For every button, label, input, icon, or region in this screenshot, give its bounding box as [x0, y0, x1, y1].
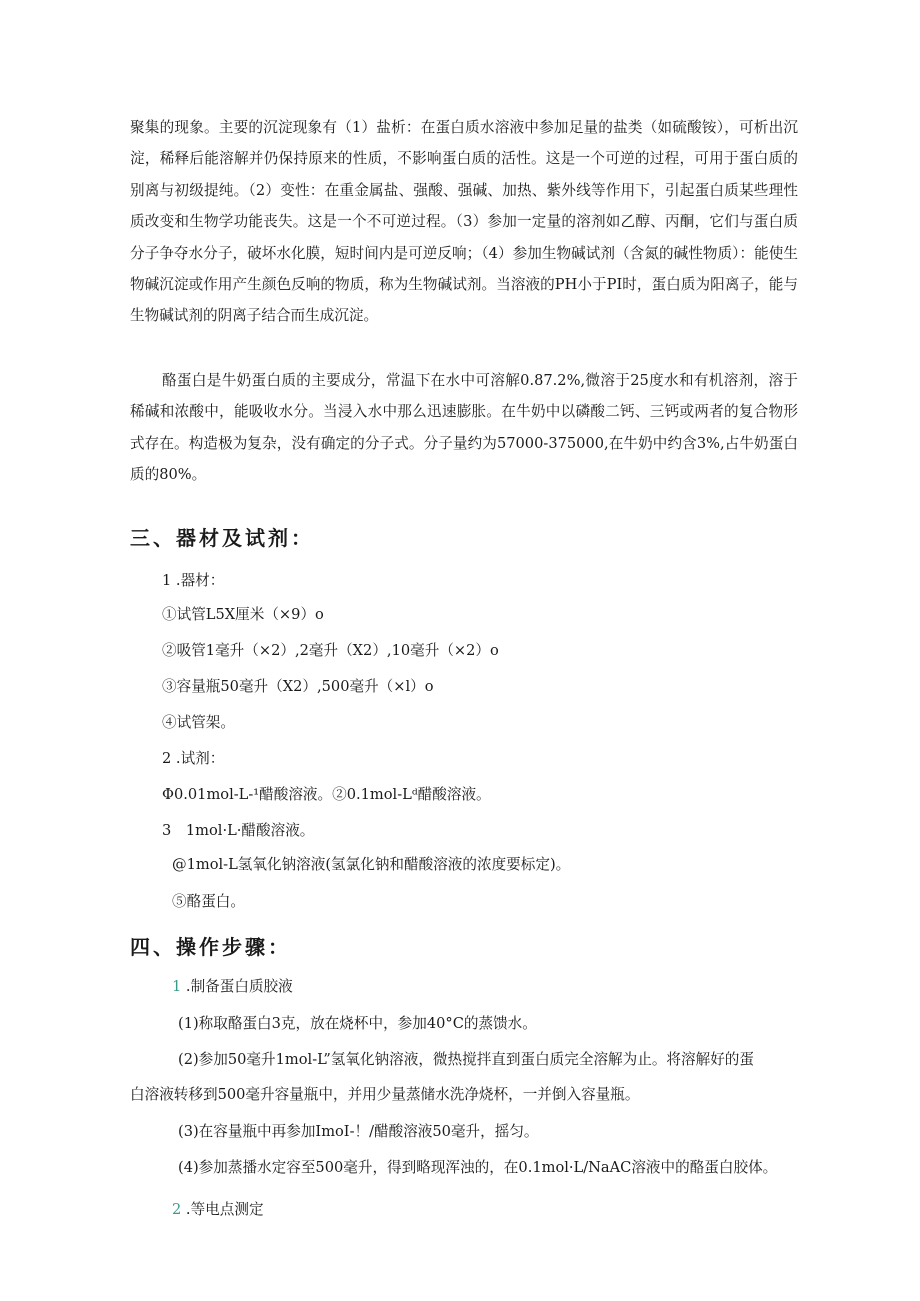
equipment-item: ③容量瓶50毫升（X2）,500毫升（×l）o — [162, 678, 434, 695]
equipment-item: ①试管L5X厘米（×9）o — [162, 606, 324, 623]
step-1-item: (3)在容量瓶中再参加ImoI-！/醋酸溶液50毫升，摇匀。 — [178, 1123, 539, 1140]
paragraph-precipitation: 聚集的现象。主要的沉淀现象有（1）盐析：在蛋白质水溶液中参加足量的盐类（如硫酸铵），可析出沉淀，稀释后能溶解并仍保持原来的性质，不影响蛋白质的活性。这是一个可逆的过程，可用于蛋白质的别离与初级提纯。（2）变性：在重金属盐、强酸、强碱、加热、紫外线等作用下，引起蛋白质某些理性质改变和生物学功能丧失。这是一个不可逆过程。（3）参加一定量的溶剂如乙醇、丙酮，它们与蛋白质分子争夺水分子，破坏水化膜，短时间内是可逆反响；（4）参加生物碱试剂（含氮的碱性物质）：能使生物碱沉淀或作用产生颜色反响的物质，称为生物碱试剂。当溶液的PH小于PI时，蛋白质为阳离子，能与生物碱试剂的阴离子结合而生成沉淀。 — [130, 119, 798, 325]
step-2-number: 2 — [172, 1201, 182, 1218]
reagents-title: 2 .试剂： — [162, 750, 225, 767]
equipment-title: 1 .器材： — [162, 572, 225, 589]
reagent-item: @1mol-L氢氧化钠溶液(氢氯化钠和醋酸溶液的浓度要标定)。 — [172, 856, 571, 873]
step-1-number: 1 — [172, 978, 182, 995]
step-1-label: .制备蛋白质胶液 — [181, 978, 293, 995]
step-1-item: (2)参加50毫升1mol-L”氢氧化钠溶液，微热搅拌直到蛋白质完全溶解为止。将溶解好的蛋 — [178, 1051, 754, 1068]
reagent-item: ⑤酪蛋白。 — [172, 893, 245, 910]
step-1-item: 白溶液转移到500毫升容量瓶中，并用少量蒸储水洗净烧杯，一并倒入容量瓶。 — [130, 1086, 640, 1103]
step-1-item: (4)参加蒸播水定容至500毫升，得到略现浑浊的，在0.1mol·L/NaAC溶液中的酪蛋白胶体。 — [178, 1159, 778, 1176]
step-2-title — [172, 1198, 264, 1219]
section-heading-procedure: 四、操作步骤： — [130, 935, 291, 959]
equipment-item: ②吸管1毫升（×2）,2毫升（X2）,10毫升（×2）o — [162, 642, 499, 659]
section-heading-equipment: 三、器材及试剂： — [130, 526, 314, 550]
reagent-item: Φ0.01mol-L-¹醋酸溶液。②0.1mol-Lᵈ醋酸溶液。 — [162, 786, 491, 803]
step-1-title — [172, 975, 293, 996]
equipment-item: ④试管架。 — [162, 714, 235, 731]
step-2-label: .等电点测定 — [181, 1201, 264, 1218]
reagent-item: 3 1mol·L·醋酸溶液。 — [162, 822, 315, 839]
step-1-item: (1)称取酪蛋白3克，放在烧杯中，参加40°C的蒸馈水。 — [178, 1015, 537, 1032]
paragraph-casein: 酪蛋白是牛奶蛋白质的主要成分，常温下在水中可溶解0.87.2%,微溶于25度水和有机溶剂，溶于稀碱和浓酸中，能吸收水分。当浸入水中那么迅速膨胀。在牛奶中以磷酸二钙、三钙或两者的复合物形式存在。构造极为复杂，没有确定的分子式。分子量约为57000-375000,在牛奶中约含3%,占牛奶蛋白质的80%。 — [130, 372, 798, 484]
